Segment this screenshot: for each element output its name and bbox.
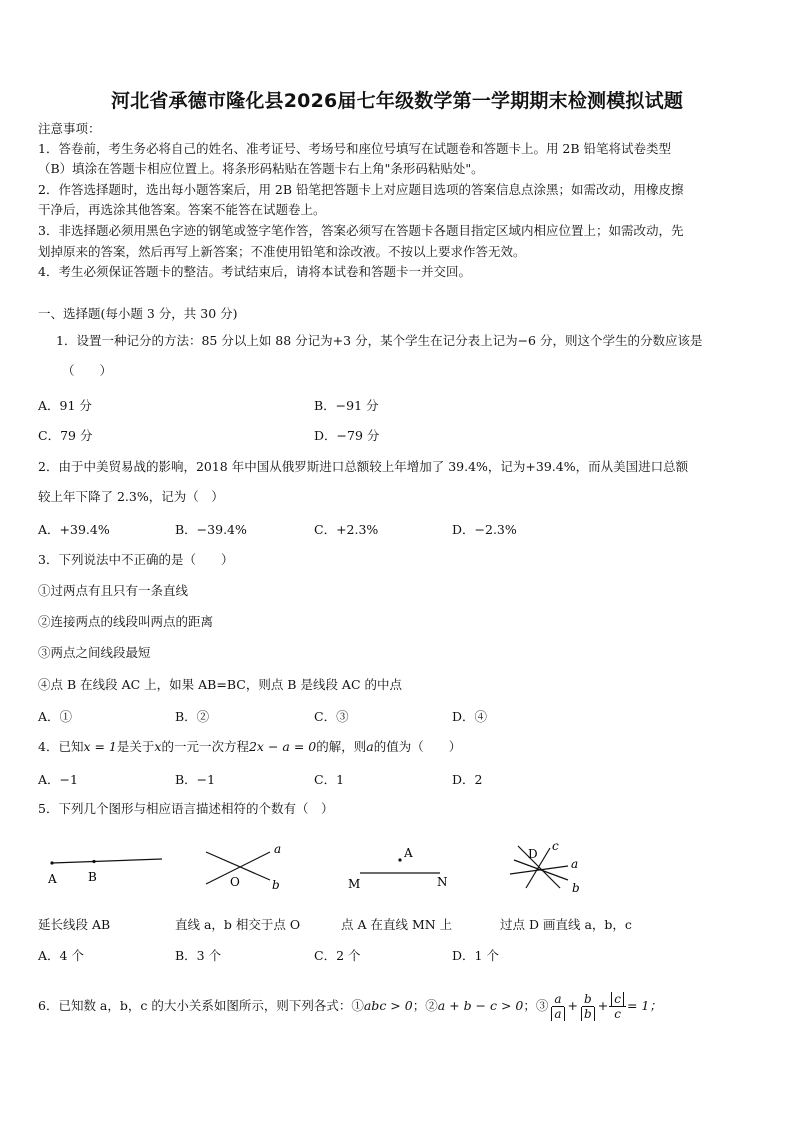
q6-stem (38, 986, 760, 1026)
q5-option-d: D．1 个 (452, 948, 499, 963)
q4-option-a: A．−1 (38, 772, 78, 787)
q3-statement-3: ③两点之间线段最短 (38, 645, 151, 660)
q3-statement-1: ①过两点有且只有一条直线 (38, 583, 189, 598)
q4-equation-x1: x = 1 (83, 739, 117, 754)
q3-option-a: A．① (38, 709, 73, 724)
q4-text-5: 的值为（ ） (373, 739, 462, 754)
fig4-label-b: b (572, 881, 580, 895)
exam-title: 河北省承德市隆化县2026届七年级数学第一学期期末检测模拟试题 (110, 90, 684, 112)
q2-option-c: C．+2.3% (314, 522, 379, 537)
q6-fraction-a (549, 992, 566, 1021)
notice-heading: 注意事项： (38, 121, 101, 136)
fig1-label-b: B (88, 870, 97, 884)
q6-frac-a-num: a (554, 991, 562, 1006)
q6-expr-2: a + b − c > 0 (437, 998, 524, 1013)
q5-stem: 5．下列几个图形与相应语言描述相符的个数有（ ） (38, 801, 334, 816)
q1-stem-paren: （ ） (62, 363, 113, 378)
notice-line-2: （B）填涂在答题卡相应位置上。将条形码粘贴在答题卡右上角"条形码粘贴处"。 (38, 161, 484, 176)
q6-frac-a-den: a (551, 1007, 564, 1021)
fig1-label-a: A (48, 872, 57, 886)
q1-option-d: D．−79 分 (314, 428, 380, 443)
q4-text-2: 是关于 (116, 739, 155, 754)
q1-option-c: C．79 分 (38, 428, 93, 443)
q3-option-c: C．③ (314, 709, 349, 724)
fig3-label-m: M (348, 877, 361, 891)
notice-line-5: 3．非选择题必须用黑色字迹的钢笔或签字笔作答，答案必须写在答题卡各题目指定区域内相应位置上；如需改动，先 (38, 223, 684, 238)
q4-option-b: B．−1 (175, 772, 216, 787)
q3-option-b: B．② (175, 709, 210, 724)
section-heading: 一、选择题(每小题 3 分，共 30 分) (38, 306, 238, 321)
q1-option-b: B．−91 分 (314, 398, 379, 413)
q6-frac-b-num: b (584, 991, 592, 1006)
fig3-label-n: N (437, 875, 448, 889)
q4-text-4: 的解，则 (316, 739, 367, 754)
q6-plus-1: + (567, 998, 579, 1013)
fig2-label-a: a (274, 842, 282, 856)
q2-option-d: D．−2.3% (452, 522, 517, 537)
q6-frac-b-den: b (581, 1007, 595, 1021)
fig4-label-d: D (528, 847, 538, 861)
q5-caption-2: 直线 a，b 相交于点 O (175, 917, 301, 932)
q6-fraction-b (579, 992, 597, 1021)
q6-frac-c-den: c (614, 1006, 621, 1021)
notice-line-6: 划掉原来的答案，然后再写上新答案；不准使用铅笔和涂改液。不按以上要求作答无效。 (38, 244, 526, 259)
q4-var-x: x (154, 739, 162, 754)
q5-figure-4 (500, 836, 600, 898)
q5-caption-3: 点 A 在直线 MN 上 (341, 917, 453, 932)
q4-var-a: a (366, 739, 374, 754)
q1-stem: 1．设置一种记分的方法：85 分以上如 88 分记为+3 分，某个学生在记分表上记为−6 分，则这个学生的分数应该是 (56, 333, 703, 348)
q2-stem-2: 较上年下降了 2.3%，记为（ ） (38, 489, 224, 504)
q6-plus-2: + (597, 998, 609, 1013)
q5-option-b: B．3 个 (175, 948, 222, 963)
q4-text-1: 4．已知 (38, 739, 84, 754)
q3-statement-4: ④点 B 在线段 AC 上，如果 AB=BC，则点 B 是线段 AC 的中点 (38, 677, 402, 692)
q5-caption-1: 延长线段 AB (38, 917, 111, 932)
fig2-label-b: b (272, 878, 280, 892)
q4-option-c: C．1 (314, 772, 345, 787)
notice-line-7: 4．考生必须保证答题卡的整洁。考试结束后，请将本试卷和答题卡一并交回。 (38, 264, 471, 279)
q5-caption-4: 过点 D 画直线 a，b，c (500, 917, 632, 932)
q5-figure-3 (340, 840, 460, 895)
q6-text-1: 6．已知数 a，b，c 的大小关系如图所示，则下列各式：① (38, 998, 364, 1013)
q2-option-a: A．+39.4% (38, 522, 110, 537)
notice-line-1: 1．答卷前，考生务必将自己的姓名、准考证号、考场号和座位号填写在试题卷和答题卡上。用 2B 铅笔将试卷类型 (38, 141, 672, 156)
q5-option-c: C．2 个 (314, 948, 361, 963)
q6-frac-c-num: c (611, 992, 624, 1006)
q6-expr-1: abc > 0 (363, 998, 413, 1013)
q2-option-b: B．−39.4% (175, 522, 247, 537)
q1-option-a: A．91 分 (38, 398, 92, 413)
q4-stem (38, 738, 760, 756)
q5-option-a: A．4 个 (38, 948, 84, 963)
q3-stem: 3．下列说法中不正确的是（ ） (38, 552, 234, 567)
fig2-label-o: O (230, 875, 240, 889)
q3-option-d: D．④ (452, 709, 488, 724)
notice-line-4: 干净后，再选涂其他答案。答案不能答在试题卷上。 (38, 202, 326, 217)
q4-equation: 2x − a = 0 (248, 739, 317, 754)
fig4-label-c: c (552, 839, 559, 853)
q6-text-3: ；③ (523, 998, 549, 1013)
q3-statement-2: ②连接两点的线段叫两点的距离 (38, 614, 214, 629)
q4-option-d: D．2 (452, 772, 483, 787)
q5-figure-1 (40, 845, 170, 890)
q6-text-2: ；② (412, 998, 438, 1013)
q6-tail: = 1； (626, 998, 662, 1013)
q4-text-3: 的一元一次方程 (161, 739, 249, 754)
q6-fraction-c (609, 992, 626, 1021)
q2-stem-1: 2．由于中美贸易战的影响，2018 年中国从俄罗斯进口总额较上年增加了 39.4%，记为+39.4%，而从美国进口总额 (38, 459, 689, 474)
q5-figure-2 (198, 840, 298, 895)
fig4-label-a: a (571, 857, 579, 871)
notice-line-3: 2．作答选择题时，选出每小题答案后，用 2B 铅笔把答题卡上对应题目选项的答案信息点涂黑；如需改动，用橡皮擦 (38, 182, 684, 197)
fig3-label-a: A (404, 846, 413, 860)
